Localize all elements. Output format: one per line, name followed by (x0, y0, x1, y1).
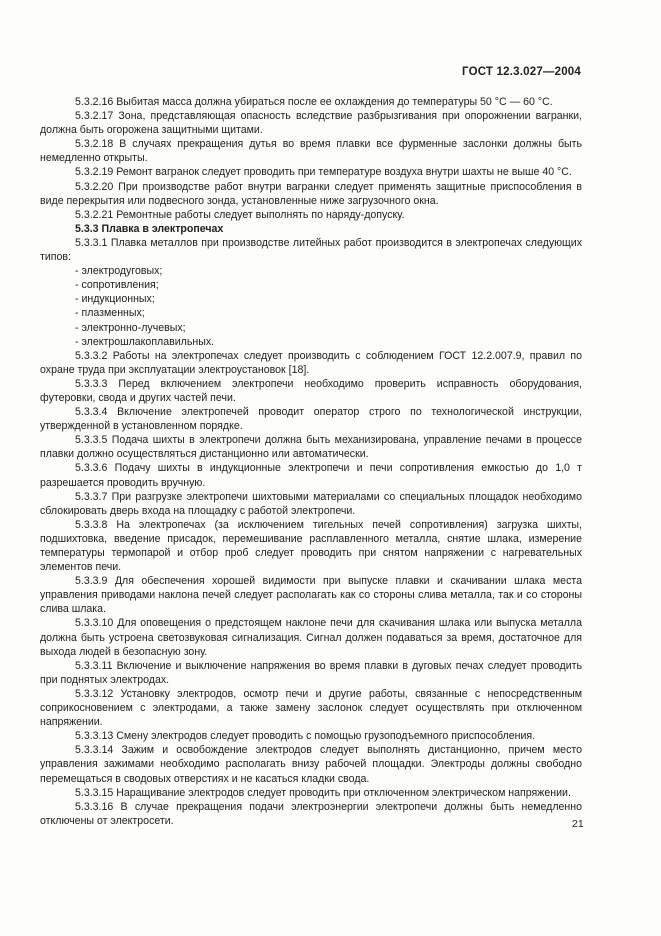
section-heading: 5.3.3 Плавка в электропечах (75, 222, 224, 235)
document-body (40, 95, 582, 828)
paragraph: 5.3.3.7 При разгрузке электропечи шихтовыми материалами со специальных площадок необходимо сблокировать дверь входа на площадку с работой электропечи. (40, 490, 582, 517)
paragraph: 5.3.3.10 Для оповещения о предстоящем наклоне печи для скачивания шлака или выпуска металла должна быть устроена светозвуковая сигнализация. Сигнал должен подаваться за время, достаточное для выхода людей в безопасную зону. (40, 617, 582, 658)
paragraph: 5.3.3.9 Для обеспечения хорошей видимости при выпуске плавки и скачивании шлака места управления приводами наклона печей следует располагать как со стороны слива металла, так и со стороны слива шлака. (40, 575, 582, 616)
paragraph: 5.3.3.15 Наращивание электродов следует проводить при отключенном электрическом напряжении. (75, 786, 571, 799)
list-item: - сопротивления; (75, 279, 159, 292)
paragraph: 5.3.3.5 Подача шихты в электропечи должна быть механизирована, управление печами в процессе плавки должно осуществляться дистанционно или автоматически. (40, 434, 582, 461)
furnace-type-list (40, 264, 582, 349)
paragraph: 5.3.2.18 В случаях прекращения дутья во время плавки все фурменные заслонки должны быть немедленно открыты. (40, 138, 582, 165)
page-number: 21 (572, 818, 584, 830)
list-item: - электродуговых; (75, 265, 163, 278)
paragraph: 5.3.3.6 Подачу шихты в индукционные электропечи и печи сопротивления емкостью до 1,0 т разрешается проводить вручную. (40, 462, 582, 489)
paragraph: 5.3.3.8 На электропечах (за исключением тигельных печей сопротивления) загрузка шихты, подшихтовка, введение присадок, перемешивание расплавленного металла, снятие шлака, измерение температуры термопарой и отбор проб следует проводить при снятом напряжении с нагревательных элементов печи. (40, 518, 582, 574)
paragraph: 5.3.2.17 Зона, представляющая опасность вследствие разбрызгивания при опорожнении вагранки, должна быть огорожена защитными щитами. (40, 110, 582, 137)
list-item: - электронно-лучевых; (75, 321, 186, 334)
paragraph: 5.3.3.3 Перед включением электропечи необходимо проверить исправность оборудования, футеровки, свода и других частей печи. (40, 377, 582, 404)
paragraph: 5.3.2.16 Выбитая масса должна убираться после ее охлаждения до температуры 50 °C — 60 °C. (75, 96, 553, 108)
document-header: ГОСТ 12.3.027—2004 (462, 66, 581, 78)
paragraph: 5.3.3.11 Включение и выключение напряжения во время плавки в дуговых печах следует проводить при поднятых электродах. (40, 659, 582, 686)
paragraph: 5.3.2.21 Ремонтные работы следует выполнять по наряду-допуску. (75, 208, 405, 221)
paragraph: 5.3.3.1 Плавка металлов при производстве литейных работ производится в электропечах следующих типов: (40, 236, 582, 264)
paragraph: 5.3.3.2 Работы на электропечах следует производить с соблюдением ГОСТ 12.2.007.9, правил по охране труда при эксплуатации электроустановок [18]. (40, 349, 582, 376)
paragraph: 5.3.2.20 При производстве работ внутри вагранки следует применять защитные приспособления в виде перекрытия или подвесного зонда, установленные ниже загрузочного окна. (40, 180, 582, 207)
paragraph: 5.3.3.4 Включение электропечей проводит оператор строго по технологической инструкции, утвержденной в установленном порядке. (40, 406, 582, 433)
paragraph: 5.3.3.14 Зажим и освобождение электродов следует выполнять дистанционно, причем место управления зажимами необходимо располагать внизу рабочей площадки. Электроды должны свободно перемещаться в сводовых отверстиях и не касаться кладки свода. (40, 744, 582, 785)
paragraph: 5.3.3.13 Смену электродов следует проводить с помощью грузоподъемного приспособления. (75, 730, 536, 743)
list-item: - электрошлакоплавильных. (75, 335, 215, 348)
paragraph: 5.3.3.16 В случае прекращения подачи электроэнергии электропечи должны быть немедленно отключены от электросети. (40, 800, 582, 827)
list-item: - плазменных; (75, 307, 145, 320)
paragraph: 5.3.3.12 Установку электродов, осмотр печи и другие работы, связанные с непосредственным соприкосновением с электродами, а также замену заслонок следует осуществлять при отключенном напряжении. (40, 687, 582, 729)
paragraph: 5.3.2.19 Ремонт вагранок следует проводить при температуре воздуха внутри шахты не выше 40 °C. (75, 166, 572, 179)
list-item: - индукционных; (75, 293, 155, 306)
